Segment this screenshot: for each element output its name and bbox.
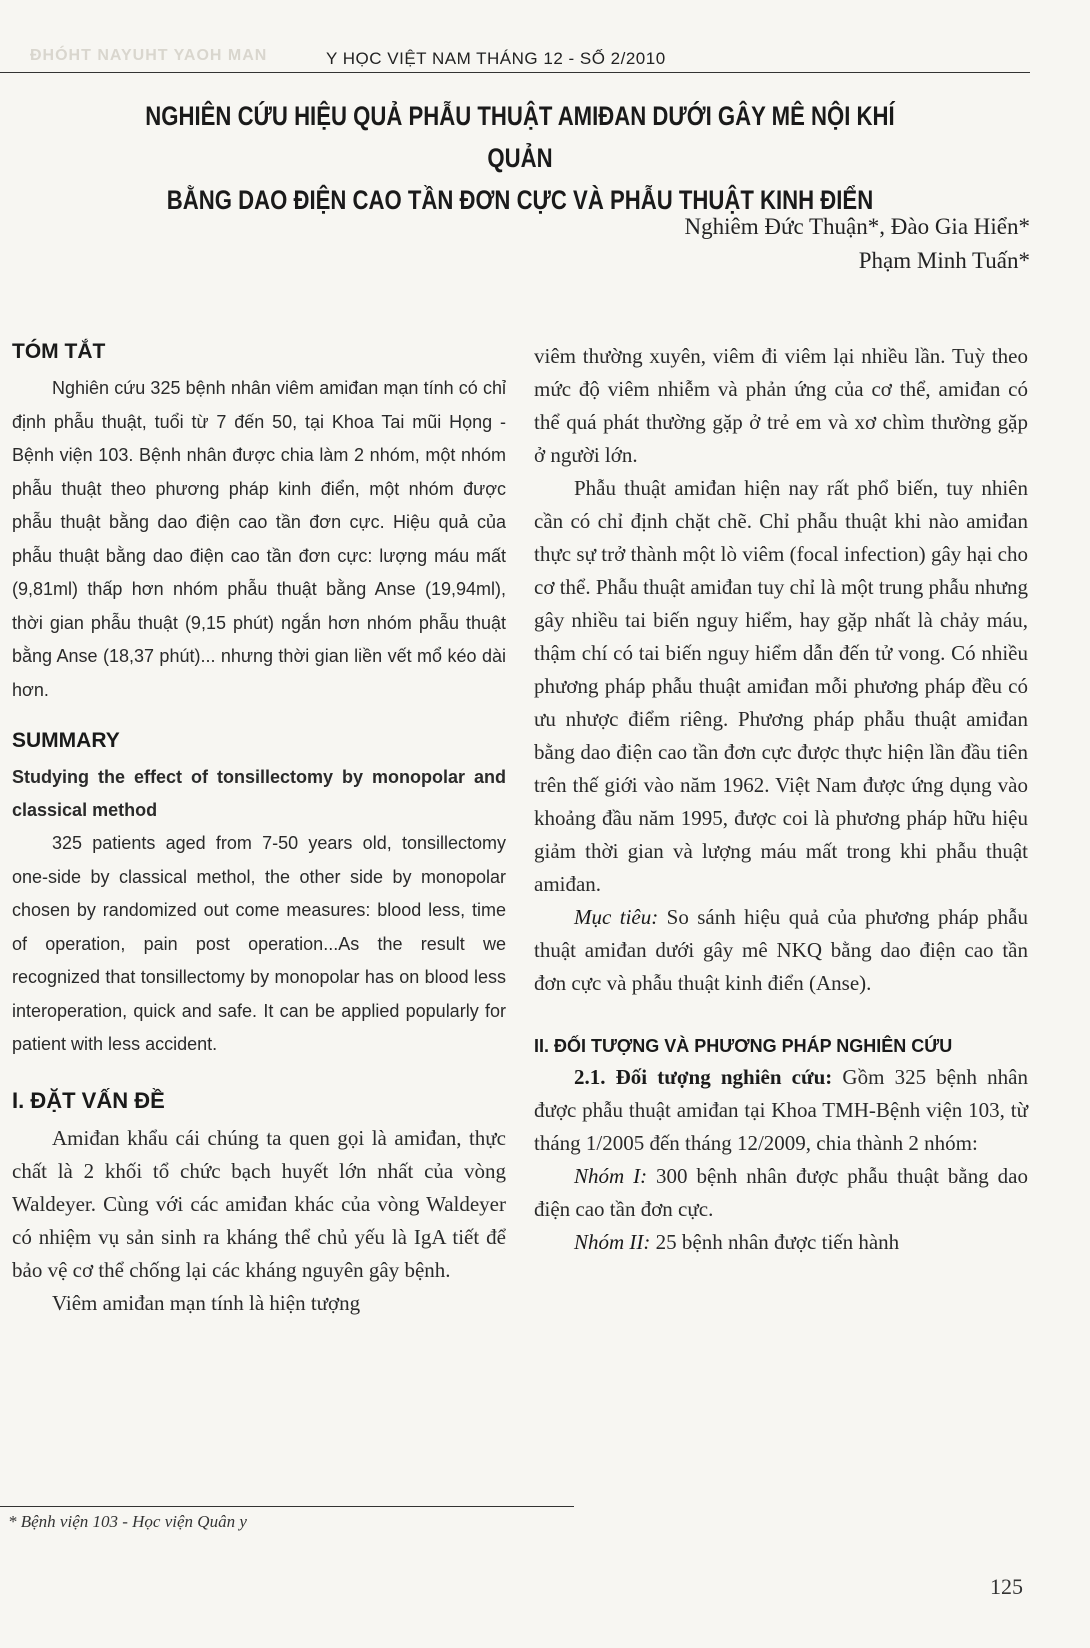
section1-paragraph-2-continued: viêm thường xuyên, viêm đi viêm lại nhiều lần. Tuỳ theo mức độ viêm nhiễm và phản ứng của cơ thể, amiđan có thể quá phát thường gặp ở trẻ em và xơ chìm thường gặp ở người lớn.: [534, 344, 1028, 467]
header-bleed-through: ĐHÓHT NAYUHT YAOH MAN: [30, 47, 268, 64]
page-number: 125: [990, 1574, 1023, 1599]
authors: [685, 210, 1030, 278]
left-column: [12, 340, 506, 1320]
section1-paragraph-3: Phẫu thuật amiđan hiện nay rất phổ biến, tuy nhiên cần có chỉ định chặt chẽ. Chỉ phẫu thuật khi nào amiđan thực sự trở thành một lò viêm (focal infection) gây hại cho cơ thể. Phẫu thuật amiđan tuy chỉ là một trung phẫu nhưng gây nhiều tai biến nguy hiểm, hay gặp nhất là chảy máu, thậm chí có tai biến nguy hiểm dẫn đến tử vong. Có nhiều phương pháp phẫu thuật amiđan mỗi phương pháp đều có ưu nhược điểm riêng. Phương pháp phẫu thuật amiđan bằng dao điện cao tần đơn cực được thực hiện lần đầu tiên trên thế giới vào năm 1962. Việt Nam được ứng dụng vào khoảng đầu năm 1995, được coi là phương pháp hữu hiệu giảm thời gian và lượng máu mất trong khi phẫu thuật amiđan.: [534, 476, 1028, 896]
group1-text: 300 bệnh nhân được phẫu thuật bằng dao điện cao tần đơn cực.: [534, 1164, 1028, 1221]
summary-heading: SUMMARY: [12, 729, 120, 752]
running-header: [0, 46, 1030, 73]
group1-paragraph: [534, 1160, 1028, 1226]
section1-paragraph-2-start: Viêm amiđan mạn tính là hiện tượng: [52, 1290, 361, 1315]
section2-sub-text: Gồm 325 bệnh nhân được phẫu thuật amiđan tại Khoa TMH-Bệnh viện 103, từ tháng 1/2005 đến tháng 12/2009, chia thành 2 nhóm:: [534, 1065, 1028, 1155]
section2-heading: II. ĐỐI TƯỢNG VÀ PHƯƠNG PHÁP NGHIÊN CỨU: [534, 1036, 953, 1056]
group2-label: Nhóm II:: [574, 1230, 651, 1254]
abstract-vi-text: Nghiên cứu 325 bệnh nhân viêm amiđan mạn tính có chỉ định phẫu thuật, tuổi từ 7 đến 50, tại Khoa Tai mũi Họng - Bệnh viện 103. Bệnh nhân được chia làm 2 nhóm, một nhóm phẫu thuật theo phương pháp kinh điển, một nhóm được phẫu thuật bằng dao điện cao tần đơn cực. Hiệu quả của phẫu thuật bằng dao điện cao tần đơn cực: lượng máu mất (9,81ml) thấp hơn nhóm phẫu thuật bằng Anse (19,94ml), thời gian phẫu thuật (9,15 phút) ngắn hơn nhóm phẫu thuật bằng Anse (18,37 phút)... nhưng thời gian liền vết mổ kéo dài hơn.: [12, 378, 506, 700]
abstract-vi-heading: TÓM TẮT: [12, 340, 106, 363]
footnote: * Bệnh viện 103 - Học viện Quân y: [8, 1512, 247, 1531]
objective-label: Mục tiêu:: [574, 905, 659, 929]
objective-text: So sánh hiệu quả của phương pháp phẫu thuật amiđan dưới gây mê NKQ bằng dao điện cao tần đơn cực và phẫu thuật kinh điển (Anse).: [534, 905, 1029, 995]
title-line-2: BẰNG DAO ĐIỆN CAO TẦN ĐƠN CỰC VÀ PHẪU THUẬT KINH ĐIỂN: [166, 185, 874, 215]
journal-header: Y HỌC VIỆT NAM THÁNG 12 - SỐ 2/2010: [326, 49, 666, 68]
group2-text: 25 bệnh nhân được tiến hành: [655, 1230, 900, 1254]
objective-paragraph: [534, 901, 1028, 1000]
section1-paragraph-1: Amiđan khẩu cái chúng ta quen gọi là amiđan, thực chất là 2 khối tổ chức bạch huyết lớn nhất của vòng Waldeyer. Cùng với các amiđan khác của vòng Waldeyer có nhiệm vụ sản sinh ra kháng thể chủ yếu là IgA tiết để bảo vệ cơ thể chống lại các kháng nguyên gây bệnh.: [12, 1125, 506, 1282]
section2-sub-label: 2.1. Đối tượng nghiên cứu:: [574, 1065, 833, 1089]
footnote-divider: [0, 1506, 574, 1507]
title-line-1: NGHIÊN CỨU HIỆU QUẢ PHẪU THUẬT AMIĐAN DƯỚI GÂY MÊ NỘI KHÍ QUẢN: [145, 101, 895, 173]
article-title: [126, 95, 913, 221]
summary-text: 325 patients aged from 7-50 years old, tonsillectomy one-side by classical methol, the other side by monopolar chosen by randomized out come measures: blood less, time of operation, pain post operation...As the result we recognized that tonsillectomy by monopolar has on blood less interoperation, quick and safe. It can be applied popularly for patient with less accident.: [12, 833, 506, 1054]
right-column: [534, 340, 1028, 1259]
section2-subject-paragraph: [534, 1061, 1028, 1160]
authors-line-2: Phạm Minh Tuấn*: [858, 248, 1030, 273]
section1-heading: I. ĐẶT VẤN ĐỀ: [12, 1087, 165, 1113]
authors-line-1: Nghiêm Đức Thuận*, Đào Gia Hiển*: [684, 214, 1030, 239]
summary-subtitle: Studying the effect of tonsillectomy by monopolar and classical method: [12, 767, 506, 820]
group2-paragraph: [534, 1226, 1028, 1259]
group1-label: Nhóm I:: [574, 1164, 648, 1188]
